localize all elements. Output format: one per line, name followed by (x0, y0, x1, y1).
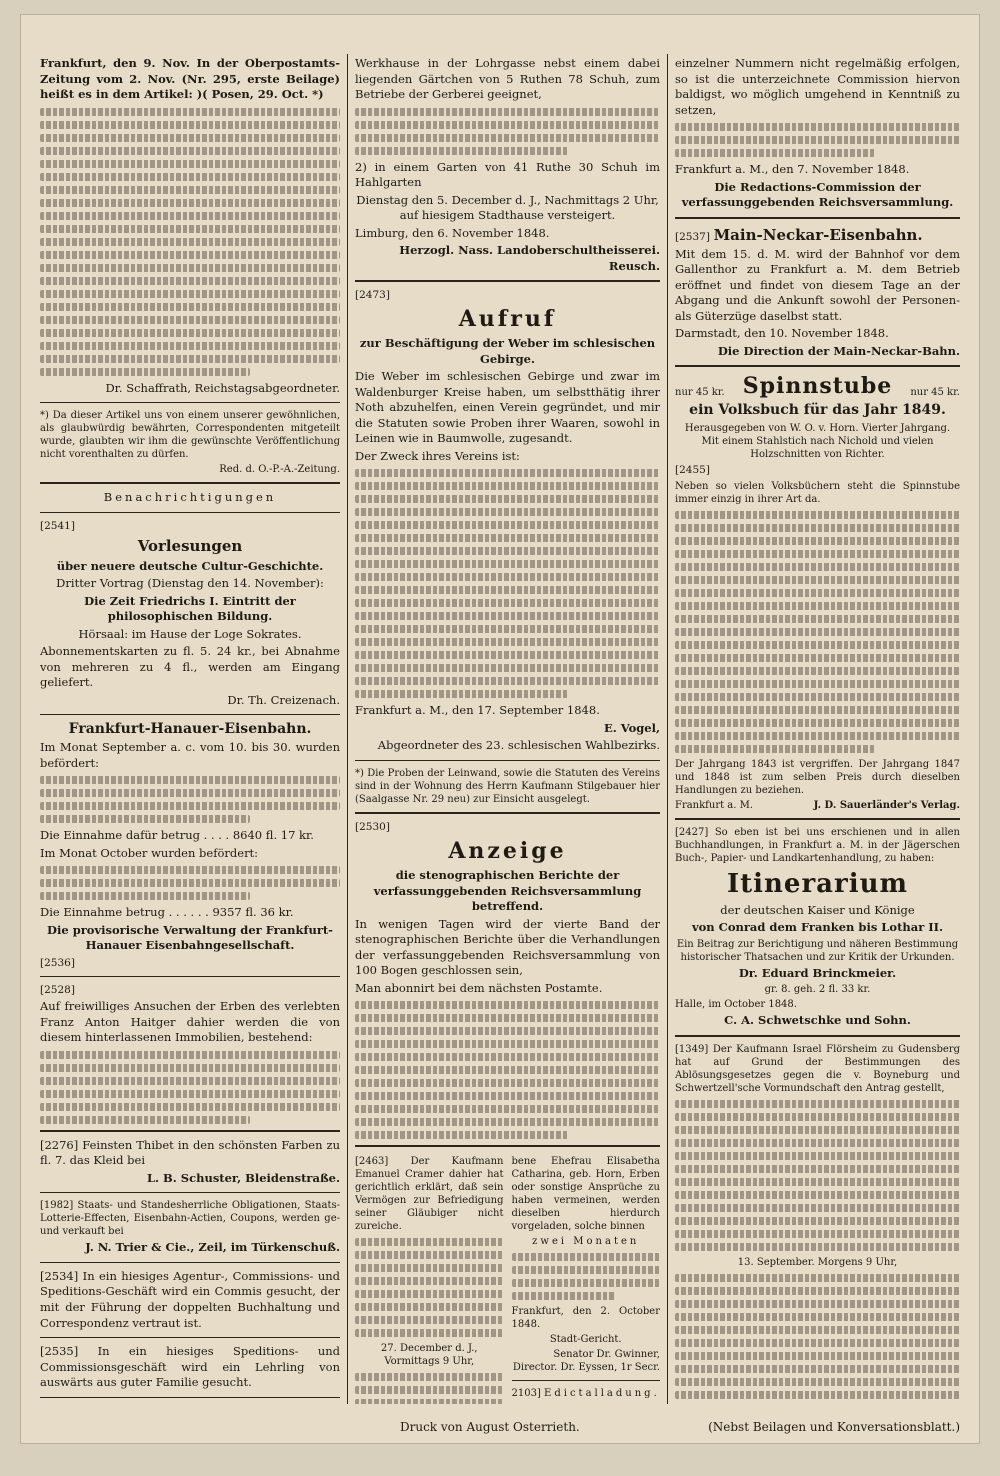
signature: Die Direction der Main-Neckar-Bahn. (675, 344, 960, 360)
subcolumn (355, 1153, 504, 1404)
signature: Die provisorische Verwaltung der Frankfurt-Hanauer Eisenbahngesellschaft. (40, 923, 340, 954)
ad-title: Main-Neckar-Eisenbahn. (714, 226, 923, 244)
section-heading: Benachrichtigungen (40, 490, 340, 506)
ad-text: Herausgegeben von W. O. v. Horn. Vierter Jahrgang. Mit einem Stahlstich nach Nichold und vielen Holzschnitten von Richter. (675, 422, 960, 461)
intro-heading: Frankfurt, den 9. Nov. In der Oberpostamts-Zeitung vom 2. Nov. (Nr. 295, erste Beilage) heißt es in dem Artikel: )( Posen, 29. Oct. *) (40, 56, 340, 103)
ad-number: [2528] (40, 983, 340, 997)
page-footer (40, 1420, 960, 1434)
ad-text (512, 1387, 661, 1400)
ad-text: [2463] Der Kaufmann Emanuel Cramer dahier hat gerichtlich erklärt, daß sein Vermögen zur Befriedigung seiner Gläubiger nicht zureiche. (355, 1155, 504, 1233)
body-text (512, 1253, 661, 1300)
ad-title: Spinnstube (743, 373, 893, 399)
body-text (675, 123, 960, 157)
ad-title: Itinerarium (675, 869, 960, 899)
ad-text: Der Jahrgang 1843 ist vergriffen. Der Jahrgang 1847 und 1848 ist zum selben Preis durch dieselben Handlungen zu beziehen. (675, 758, 960, 797)
ad-number: [2530] (355, 820, 660, 834)
ad-number: [2541] (40, 519, 340, 533)
ad-text: [2535] In ein hiesiges Speditions- und Commissionsgeschäft wird ein Lehrling von auswärts aus guter Familie gesucht. (40, 1344, 340, 1391)
ad-text: [2534] In ein hiesiges Agentur-, Commissions- und Speditions-Geschäft wird ein Commis gesucht, der mit der Führung der doppelten Buchhaltung und Correspondenz vertraut ist. (40, 1269, 340, 1331)
place: Frankfurt a. M. (675, 799, 753, 812)
ad-subtitle: über neuere deutsche Cultur-Geschichte. (40, 559, 340, 575)
body-text (675, 1274, 960, 1404)
ad-text (675, 826, 960, 865)
ad-text: Abonnementskarten zu fl. 5. 24 kr., bei Abnahme von mehreren zu 4 fl., werden am Eingang geliefert. (40, 644, 340, 691)
body-text (355, 1001, 660, 1139)
column-rule (347, 54, 348, 1404)
ad-number: [2473] (355, 288, 660, 302)
ad-subtitle: der deutschen Kaiser und Könige (675, 903, 960, 919)
ad-text: Dritter Vortrag (Dienstag den 14. November): (40, 576, 340, 592)
ad-text: In wenigen Tagen wird der vierte Band der stenographischen Berichte über die Verhandlungen der verfassunggebenden Reichsversammlung von 100 Bogen geschlossen sein, (355, 917, 660, 979)
ad-intro: So eben ist bei uns erschienen und in allen Buchhandlungen, in Frankfurt a. M. in der Jägerschen Buch-, Papier- und Landkartenhandlung, zu haben: (675, 827, 960, 864)
ad-text: Die Einnahme dafür betrug . . . . 8640 fl. 17 kr. (40, 828, 340, 844)
ad-subtitle: von Conrad dem Franken bis Lothar II. (675, 920, 960, 936)
footnote: *) Die Proben der Leinwand, sowie die Statuten des Vereins sind in der Wohnung des Herrn Kaufmann Stilgebauer hier (Saalgasse Nr. 29 neu) zur Einsicht ausgelegt. (355, 767, 660, 806)
subcolumn (512, 1153, 661, 1404)
body-text (355, 108, 660, 155)
ad-header (675, 373, 960, 399)
ad-text: Limburg, den 6. November 1848. (355, 226, 660, 242)
ad-text: Der Zweck ihres Vereins ist: (355, 449, 660, 465)
price-tag: nur 45 kr. (675, 386, 725, 399)
column-right (675, 54, 960, 1404)
ad-text: einzelner Nummern nicht regelmäßig erfolgen, so ist die unterzeichnete Commission hiervon baldigst, wo möglich umgehend in Kenntniß zu setzen, (675, 56, 960, 118)
printer-line: Druck von August Osterrieth. (400, 1420, 580, 1434)
signature: Dr. Schaffrath, Reichstagsabgeordneter. (40, 381, 340, 397)
ad-number: [2536] (40, 956, 340, 970)
ad-text: [1982] Staats- und Standesherrliche Obligationen, Staats-Lotterie-Effecten, Eisenbahn-Actien, Coupons, werden ge- und verkauft bei (40, 1199, 340, 1238)
body-text (355, 469, 660, 698)
price: gr. 8. geh. 2 fl. 33 kr. (675, 983, 960, 996)
ad-text: zwei Monaten (512, 1235, 661, 1248)
ad-title: Anzeige (355, 838, 660, 864)
ad-text: [2276] Feinsten Thibet in den schönsten Farben zu fl. 7. das Kleid bei (40, 1138, 340, 1169)
signature: J. N. Trier & Cie., Zeil, im Türkenschuß. (40, 1240, 340, 1256)
ad-text: Frankfurt a. M., den 17. September 1848. (355, 703, 660, 719)
column-rule (667, 54, 668, 1404)
ad-number: [2427] (675, 827, 708, 838)
supplement-note: (Nebst Beilagen und Konversationsblatt.) (708, 1420, 960, 1434)
ad-text: Ein Beitrag zur Berichtigung und näheren Bestimmung historischer Thatsachen und zur Kritik der Urkunden. (675, 938, 960, 964)
ad-title: Frankfurt-Hanauer-Eisenbahn. (40, 721, 340, 737)
body-text (40, 108, 340, 376)
ad-text: Die Einnahme betrug . . . . . . 9357 fl. 36 kr. (40, 905, 340, 921)
column-middle (355, 54, 660, 1404)
ad-text: bene Ehefrau Elisabetha Catharina, geb. Horn, Erben oder sonstige Ansprüche zu haben vermeinen, werden dieselben hierdurch vorgeladen, solche binnen (512, 1155, 661, 1233)
ad-text (675, 225, 960, 245)
ad-title: Edictalladung. (544, 1388, 660, 1399)
ad-text: [1349] Der Kaufmann Israel Flörsheim zu Gudensberg hat auf Grund der Bestimmungen des Ablösungsgesetzes gegen die v. Boyneburg und Schwertzell'sche Vormundschaft den Antrag gestellt, (675, 1043, 960, 1095)
signature: Herzogl. Nass. Landoberschultheisserei. Reusch. (355, 243, 660, 274)
signature: Abgeordneter des 23. schlesischen Wahlbezirks. (355, 738, 660, 754)
ad-text: Halle, im October 1848. (675, 998, 960, 1011)
ad-text: Die Zeit Friedrichs I. Eintritt der philosophischen Bildung. (40, 594, 340, 625)
newspaper-page (20, 14, 980, 1444)
column-left (40, 54, 340, 1404)
ad-number: [2455] (675, 463, 960, 477)
ad-text: Stadt-Gericht. (512, 1333, 661, 1346)
price-tag: nur 45 kr. (910, 386, 960, 399)
ad-text: Werkhause in der Lohrgasse nebst einem dabei liegenden Gärtchen von 5 Ruthen 78 Schuh, zum Betriebe der Gerberei geeignet, (355, 56, 660, 103)
ad-subtitle: zur Beschäftigung der Weber im schlesischen Gebirge. (355, 336, 660, 367)
ad-text: 13. September. Morgens 9 Uhr, (675, 1256, 960, 1269)
ad-number: 2103] (512, 1388, 541, 1399)
body-text (40, 866, 340, 900)
signature: Senator Dr. Gwinner, Director. Dr. Eyssen, 1r Secr. (512, 1348, 661, 1374)
body-text (355, 1238, 504, 1337)
ad-text: Mit dem 15. d. M. wird der Bahnhof vor dem Gallenthor zu Frankfurt a. M. dem Betrieb eröffnet und findet von diesem Tage an der Abgang und die Ankunft sowohl der Personen- als Güterzüge daselbst statt. (675, 247, 960, 325)
ad-text: Man abonnirt bei dem nächsten Postamte. (355, 981, 660, 997)
signature: Dr. Th. Creizenach. (40, 693, 340, 709)
author: Dr. Eduard Brinckmeier. (675, 966, 960, 982)
ad-footer (675, 799, 960, 812)
ad-title: Vorlesungen (40, 537, 340, 555)
ad-subtitle: ein Volksbuch für das Jahr 1849. (675, 401, 960, 420)
ad-number: [2537] (675, 231, 710, 243)
footnote: *) Da dieser Artikel uns von einem unserer gewöhnlichen, als glaubwürdig bewährten, Correspondenten mitgeteilt wurde, glaubten wir ihm die gewünschte Veröffentlichung nicht vorenthalten zu dürfen. (40, 409, 340, 461)
ad-text: Auf freiwilliges Ansuchen der Erben des verlebten Franz Anton Haitger dahier werden die von diesem hinterlassenen Immobilien, bestehend: (40, 999, 340, 1046)
body-text (40, 1051, 340, 1124)
ad-text: Im Monat September a. c. vom 10. bis 30. wurden befördert: (40, 740, 340, 771)
ad-text: Frankfurt, den 2. October 1848. (512, 1305, 661, 1331)
body-text (40, 776, 340, 823)
ad-text: Dienstag den 5. December d. J., Nachmittags 2 Uhr, auf hiesigem Stadthause versteigert. (355, 193, 660, 224)
signature: L. B. Schuster, Bleidenstraße. (40, 1171, 340, 1187)
ad-title: Aufruf (355, 306, 660, 332)
ad-text: 27. December d. J., Vormittags 9 Uhr, (355, 1342, 504, 1368)
signature: E. Vogel, (355, 721, 660, 737)
ad-text: Frankfurt a. M., den 7. November 1848. (675, 162, 960, 178)
body-text (675, 511, 960, 753)
ad-text: Neben so vielen Volksbüchern steht die Spinnstube immer einzig in ihrer Art da. (675, 480, 960, 506)
signature: Die Redactions-Commission der verfassunggebenden Reichsversammlung. (675, 180, 960, 211)
publisher: J. D. Sauerländer's Verlag. (814, 799, 960, 812)
body-text (675, 1100, 960, 1251)
ad-text: Darmstadt, den 10. November 1848. (675, 326, 960, 342)
publisher: C. A. Schwetschke und Sohn. (675, 1013, 960, 1029)
body-text (355, 1373, 504, 1404)
ad-subtitle: die stenographischen Berichte der verfassunggebenden Reichsversammlung betreffend. (355, 868, 660, 915)
signature: Red. d. O.-P.-A.-Zeitung. (40, 463, 340, 476)
ad-text: Hörsaal: im Hause der Loge Sokrates. (40, 627, 340, 643)
ad-text: Im Monat October wurden befördert: (40, 846, 340, 862)
ad-text: 2) in einem Garten von 41 Ruthe 30 Schuh im Hahlgarten (355, 160, 660, 191)
ad-text: Die Weber im schlesischen Gebirge und zwar im Waldenburger Kreise haben, um selbstthätig ihrer Noth abzuhelfen, einen Verein gegründet, und mir die Statuten sowie Proben ihrer Waaren, sowohl in Leinen wie in Baumwolle, zugesandt. (355, 369, 660, 447)
